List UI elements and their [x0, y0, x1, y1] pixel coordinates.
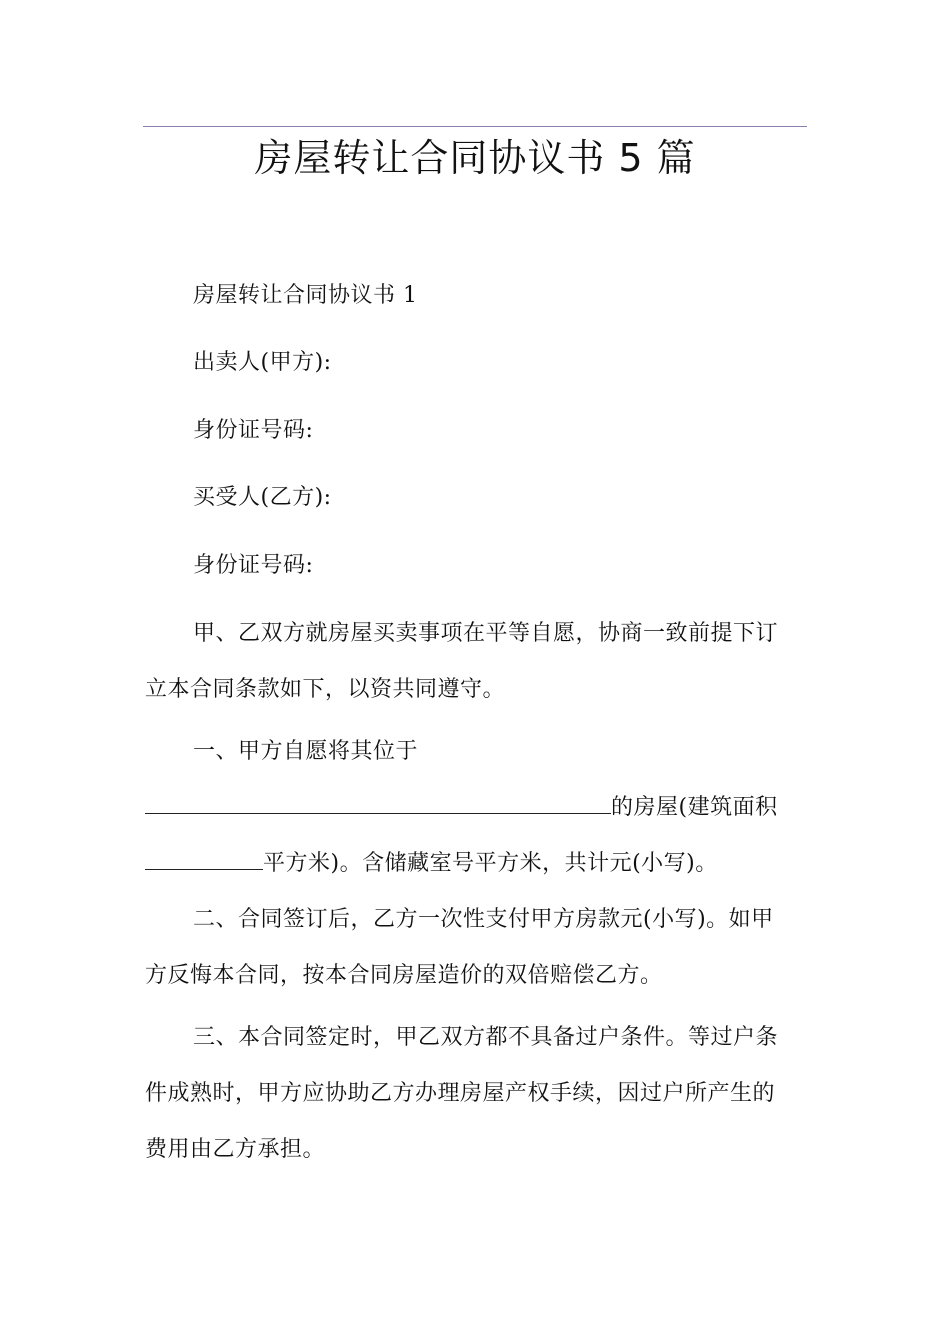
clause-3-line: 三、本合同签定时，甲乙双方都不具备过户条件。等过户条	[193, 1025, 779, 1050]
clause-3	[145, 1010, 807, 1178]
buyer-label: 买受人(乙方):	[193, 485, 332, 510]
clause-1-text: 的房屋(建筑面积	[611, 795, 778, 820]
clause-1-text: 平方米)。含储藏室号平方米，共计元(小写)。	[263, 851, 718, 876]
clause-2-line: 二、合同签订后，乙方一次性支付甲方房款元(小写)。如甲	[193, 907, 774, 932]
clause-3-line: 费用由乙方承担。	[145, 1137, 326, 1162]
header-rule	[143, 126, 807, 127]
area-blank-line	[145, 851, 263, 870]
intro-paragraph	[145, 606, 807, 718]
clause-2	[145, 892, 807, 1004]
intro-line: 立本合同条款如下，以资共同遵守。	[145, 677, 506, 702]
seller-id-label: 身份证号码:	[193, 418, 314, 443]
address-blank-line	[145, 795, 611, 814]
clause-1	[145, 724, 807, 892]
clause-1-line	[145, 836, 807, 892]
clause-2-line: 方反悔本合同，按本合同房屋造价的双倍赔偿乙方。	[145, 963, 663, 988]
clause-3-line: 件成熟时，甲方应协助乙方办理房屋产权手续，因过户所产生的	[145, 1081, 776, 1106]
document-title: 房屋转让合同协议书 5 篇	[254, 136, 696, 180]
seller-label: 出卖人(甲方):	[193, 350, 332, 375]
clause-1-line: 一、甲方自愿将其位于	[193, 739, 419, 764]
intro-line: 甲、乙双方就房屋买卖事项在平等自愿，协商一致前提下订	[193, 621, 779, 646]
clause-1-line	[145, 780, 807, 836]
buyer-id-label: 身份证号码:	[193, 553, 314, 578]
contract-subtitle: 房屋转让合同协议书 1	[193, 283, 418, 308]
